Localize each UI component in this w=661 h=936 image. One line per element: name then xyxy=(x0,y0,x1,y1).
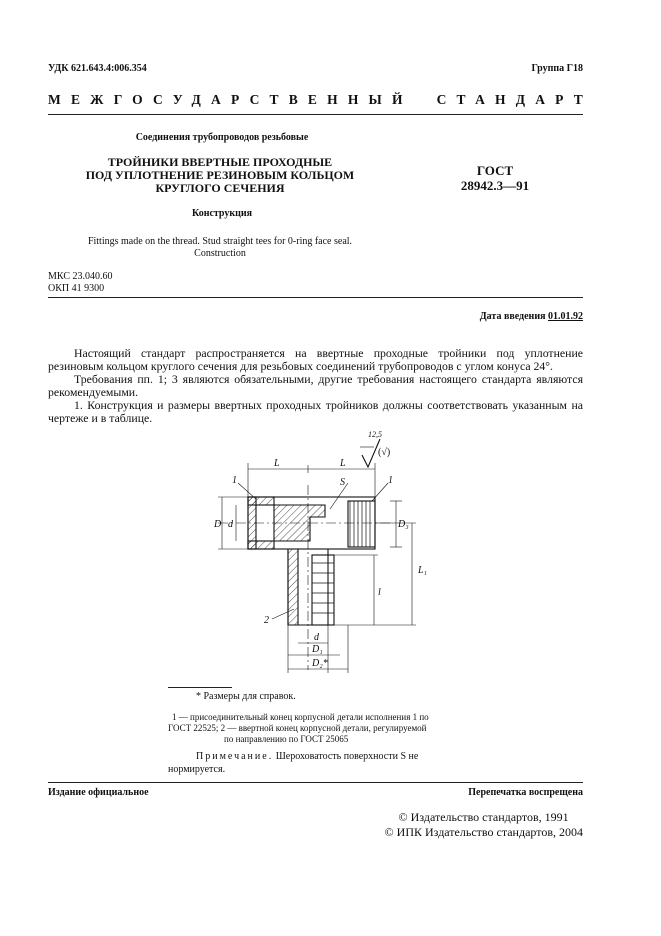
dim-l: l xyxy=(378,587,381,598)
classification-codes xyxy=(48,271,112,295)
gost-label: ГОСТ xyxy=(476,163,514,178)
surface-S-label: S xyxy=(340,477,345,488)
footer-divider xyxy=(48,782,583,783)
gost-designation xyxy=(440,163,550,193)
paragraph-scope: Настоящий стандарт распространяется на ввертные проходные тройники под уплотнение резиновым кольцом круглого сечения для резьбовых соединений трубопроводов с углом конуса 24°. xyxy=(48,346,583,373)
callout-1-left: 1 xyxy=(232,475,237,486)
subtitle: Конструкция xyxy=(191,208,253,219)
standard-banner xyxy=(48,92,593,108)
udk-code: УДК 621.643.4:006.354 xyxy=(48,63,147,74)
banner-word-2: СТАНДАРТ xyxy=(436,92,593,107)
mks-code: МКС 23.040.60 xyxy=(48,271,113,282)
introduction-date-label: Дата введения xyxy=(479,311,546,322)
copyright-block xyxy=(385,810,583,840)
legend-line-2: ГОСТ 22525; 2 — ввертной конец корпусной детали, регулируемой xyxy=(168,723,427,733)
roughness-paren: (√) xyxy=(378,447,391,458)
dim-D: D xyxy=(214,519,222,530)
paragraph-construction: 1. Конструкция и размеры ввертных проходных тройников должны соответствовать указанным на чертеже и в таблице. xyxy=(48,398,583,425)
remark-text-2: нормируется. xyxy=(168,764,226,775)
okp-code: ОКП 41 9300 xyxy=(48,283,105,294)
main-title xyxy=(70,156,370,195)
paragraph-requirements: Требования пп. 1; 3 являются обязательными, другие требования настоящего стандарта являются рекомендуемыми. xyxy=(48,372,583,399)
drawing-legend xyxy=(168,712,458,745)
callout-2: 2 xyxy=(264,615,269,626)
footnote-rule xyxy=(168,687,232,688)
english-title-line-2: Construction xyxy=(194,248,246,259)
legend-line-3: по направлению по ГОСТ 25065 xyxy=(224,734,349,744)
category-title: Соединения трубопроводов резьбовые xyxy=(135,132,309,143)
reprint-notice: Перепечатка воспрещена xyxy=(468,787,583,798)
copyright-2004: © ИПК Издательство стандартов, 2004 xyxy=(384,825,583,839)
main-title-line-3: КРУГЛОГО СЕЧЕНИЯ xyxy=(155,181,285,195)
dim-L-right: L xyxy=(340,458,346,469)
remark xyxy=(168,750,458,776)
official-edition: Издание официальное xyxy=(48,787,149,798)
remark-label: Примечание. xyxy=(196,751,274,762)
introduction-date xyxy=(480,311,583,322)
dim-d-bottom: d xyxy=(314,632,319,643)
callout-1-right: 1 xyxy=(388,475,393,486)
dim-D1: D₁ xyxy=(312,644,323,655)
codes-divider xyxy=(48,297,583,298)
dim-d-left: d xyxy=(228,519,233,530)
dim-D2: D₂* xyxy=(312,658,328,669)
main-title-line-1: ТРОЙНИКИ ВВЕРТНЫЕ ПРОХОДНЫЕ xyxy=(107,155,333,169)
roughness-value: 12,5 xyxy=(368,430,382,439)
dim-L1: L₁ xyxy=(418,565,428,576)
banner-word-1: МЕЖГОСУДАРСТВЕННЫЙ xyxy=(48,92,413,107)
header-divider xyxy=(48,114,583,115)
tee-drawing xyxy=(190,425,450,685)
copyright-1991: © Издательство стандартов, 1991 xyxy=(398,810,569,824)
main-title-line-2: ПОД УПЛОТНЕНИЕ РЕЗИНОВЫМ КОЛЬЦОМ xyxy=(85,168,355,182)
english-title xyxy=(40,236,400,260)
footnote-star: * Размеры для справок. xyxy=(196,691,296,702)
group-code: Группа Г18 xyxy=(531,63,583,74)
legend-line-1: 1 — присоединительный конец корпусной детали исполнения 1 по xyxy=(172,712,429,722)
remark-text-1: Шероховатость поверхности S не xyxy=(275,751,419,762)
gost-number: 28942.3—91 xyxy=(460,178,530,193)
dim-D3: D₃ xyxy=(398,519,409,530)
introduction-date-value: 01.01.92 xyxy=(548,311,583,322)
english-title-line-1: Fittings made on the thread. Stud straight tees for 0-ring face seal. xyxy=(87,236,353,247)
dim-L-left: L xyxy=(274,458,280,469)
